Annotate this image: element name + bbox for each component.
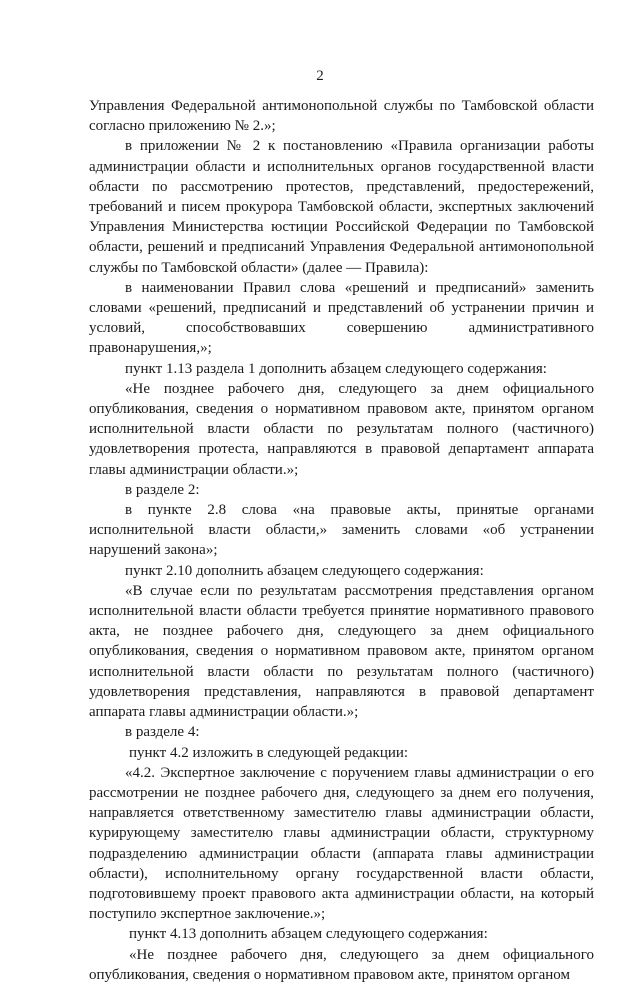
paragraph: в наименовании Правил слова «решений и предписаний» заменить словами «решений, предписаний и представлений об устранении причин и условий, способствовавших совершению административного правонарушения,»;: [89, 279, 594, 357]
paragraph: в разделе 2:: [125, 481, 200, 498]
paragraph: пункт 4.13 дополнить абзацем следующего содержания:: [129, 926, 488, 943]
document-body: [89, 96, 594, 985]
paragraph: в приложении № 2 к постановлению «Правила организации работы администрации области и исполнительных органов государственной власти области по рассмотрению протестов, представлений, предостережений, требований и писем прокурора Тамбовской области, экспертных заключений Управления Министерства юстиции Российской Федерации по Тамбовской области, решений и предписаний Управления Федеральной антимонопольной службы по Тамбовской области» (далее — Правила):: [89, 138, 594, 276]
paragraph: «4.2. Экспертное заключение с поручением главы администрации о его рассмотрении не позднее рабочего дня, следующего за днем его получения, направляется ответственному заместителю главы администрации области, курирующему заместителю главы администрации области, структурному подразделению администрации области (аппарата главы администрации области), исполнительному органу государственной власти области, подготовившему проект правового акта администрации области, на который поступило экспертное заключение.»;: [89, 764, 594, 923]
paragraph: «Не позднее рабочего дня, следующего за днем официального опубликования, сведения о нормативном правовом акте, принятом органом исполнительной власти области по результатам полного (частичного) удовлетворения протеста, направляются в правовой департамент аппарата главы администрации области.»;: [89, 380, 594, 478]
paragraph: «Не позднее рабочего дня, следующего за днем официального опубликования, сведения о нормативном правовом акте, принятом органом: [89, 946, 594, 983]
paragraph: пункт 1.13 раздела 1 дополнить абзацем следующего содержания:: [125, 360, 547, 377]
paragraph: в разделе 4:: [125, 724, 200, 741]
page-number: 2: [316, 68, 324, 84]
paragraph: «В случае если по результатам рассмотрения представления органом исполнительной власти области требуется принятие нормативного правового акта, не позднее рабочего дня, следующего за днем официального опубликования, сведения о нормативном правовом акте, принятом органом исполнительной власти области по результатам полного (частичного) удовлетворения представления, направляются в правовой департамент аппарата главы администрации области.»;: [89, 582, 594, 721]
paragraph: пункт 4.2 изложить в следующей редакции:: [129, 744, 409, 761]
paragraph: в пункте 2.8 слова «на правовые акты, принятые органами исполнительной власти области,» заменить словами «об устранении нарушений закона»;: [89, 502, 594, 559]
paragraph: пункт 2.10 дополнить абзацем следующего содержания:: [125, 562, 484, 579]
paragraph: Управления Федеральной антимонопольной службы по Тамбовской области согласно приложению № 2.»;: [89, 98, 594, 135]
